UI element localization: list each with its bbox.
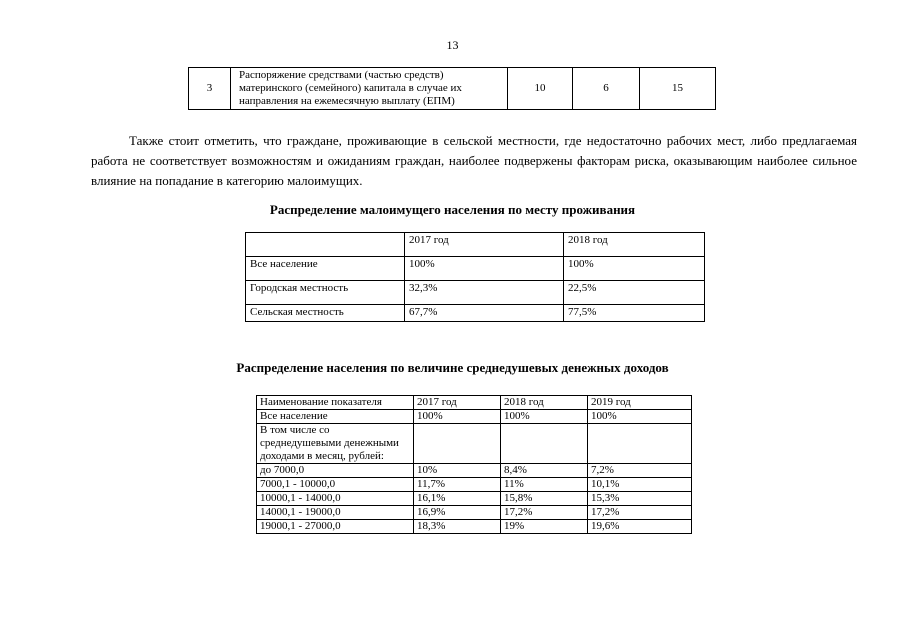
table-header-cell: 2018 год — [501, 396, 588, 410]
table-cell-value: 19% — [501, 520, 588, 534]
table-cell-value: 8,4% — [501, 464, 588, 478]
table-cell-value: 17,2% — [588, 506, 692, 520]
table3-title: Распределение населения по величине среднедушевых денежных доходов — [236, 360, 669, 375]
table-cell-label: Все население — [246, 257, 405, 281]
table-cell-value: 16,1% — [414, 492, 501, 506]
table-row — [257, 520, 692, 534]
table-row — [257, 506, 692, 520]
table-cell-value: 17,2% — [501, 506, 588, 520]
table-cell-value: 10% — [414, 464, 501, 478]
table-cell-value: 7,2% — [588, 464, 692, 478]
table-cell-value: 100% — [564, 257, 705, 281]
table-row — [257, 424, 692, 464]
table-cell-value: 15,8% — [501, 492, 588, 506]
table-cell-measure-name — [231, 68, 508, 110]
table-residence-distribution — [245, 232, 705, 322]
measure-name-line: Распоряжение средствами (частью средств) — [239, 69, 444, 81]
table-cell-value: 18,3% — [414, 520, 501, 534]
body-paragraph: Также стоит отметить, что граждане, проживающие в сельской местности, где недостаточно рабочих мест, либо предлагаемая работа не соответствует возможностям и ожиданиям граждан, наиболее подвержены факторам риска, оказывающим наиболее сильное влияние на попадание в категорию малоимущих. — [91, 133, 857, 188]
table-header-cell: 2019 год — [588, 396, 692, 410]
table-cell-value: 100% — [405, 257, 564, 281]
table-row — [246, 281, 705, 305]
table-cell-value: 15,3% — [588, 492, 692, 506]
table-row — [257, 410, 692, 424]
table-cell-value: 11,7% — [414, 478, 501, 492]
table-cell-value: 67,7% — [405, 305, 564, 322]
table-cell-value: 22,5% — [564, 281, 705, 305]
table-header-cell: 2017 год — [414, 396, 501, 410]
table-cell-value: 77,5% — [564, 305, 705, 322]
table2-title: Распределение малоимущего населения по месту проживания — [269, 202, 636, 217]
table-cell-value — [501, 424, 588, 464]
table-cell-value — [588, 424, 692, 464]
page-number: 13 — [446, 38, 459, 52]
table-cell-value: 6 — [573, 68, 640, 110]
table-row — [257, 464, 692, 478]
table-cell-label: до 7000,0 — [257, 464, 414, 478]
table-row — [257, 492, 692, 506]
table-cell-value: 11% — [501, 478, 588, 492]
table-header-row — [246, 233, 705, 257]
table-cell-value: 10,1% — [588, 478, 692, 492]
table-cell-label: 7000,1 - 10000,0 — [257, 478, 414, 492]
table-cell-label: Сельская местность — [246, 305, 405, 322]
table-cell-value: 100% — [414, 410, 501, 424]
table-row — [257, 478, 692, 492]
table-cell-label: Городская местность — [246, 281, 405, 305]
table-header-cell — [246, 233, 405, 257]
table-cell-label: 19000,1 - 27000,0 — [257, 520, 414, 534]
table-cell-label: В том числе со среднедушевыми денежными доходами в месяц, рублей: — [257, 424, 414, 464]
measure-name-line: материнского (семейного) капитала в случае их — [239, 82, 462, 94]
table-cell-label: Все население — [257, 410, 414, 424]
table-cell-value: 100% — [588, 410, 692, 424]
table-cell-value: 10 — [508, 68, 573, 110]
table-matcapital-measures — [188, 67, 716, 110]
table-cell-value: 100% — [501, 410, 588, 424]
table-cell-value: 32,3% — [405, 281, 564, 305]
table-header-row — [257, 396, 692, 410]
table-header-cell: 2017 год — [405, 233, 564, 257]
table-cell-num: 3 — [189, 68, 231, 110]
table-row — [189, 68, 716, 110]
table-cell-label: 10000,1 - 14000,0 — [257, 492, 414, 506]
table-cell-label: 14000,1 - 19000,0 — [257, 506, 414, 520]
table-header-cell: Наименование показателя — [257, 396, 414, 410]
measure-name-line: направления на ежемесячную выплату (ЕПМ) — [239, 95, 455, 107]
table-income-distribution — [256, 395, 692, 534]
table-header-cell: 2018 год — [564, 233, 705, 257]
table-row — [246, 257, 705, 281]
table-cell-value: 15 — [640, 68, 716, 110]
table-cell-value: 16,9% — [414, 506, 501, 520]
table-cell-value: 19,6% — [588, 520, 692, 534]
table-cell-value — [414, 424, 501, 464]
table-row — [246, 305, 705, 322]
